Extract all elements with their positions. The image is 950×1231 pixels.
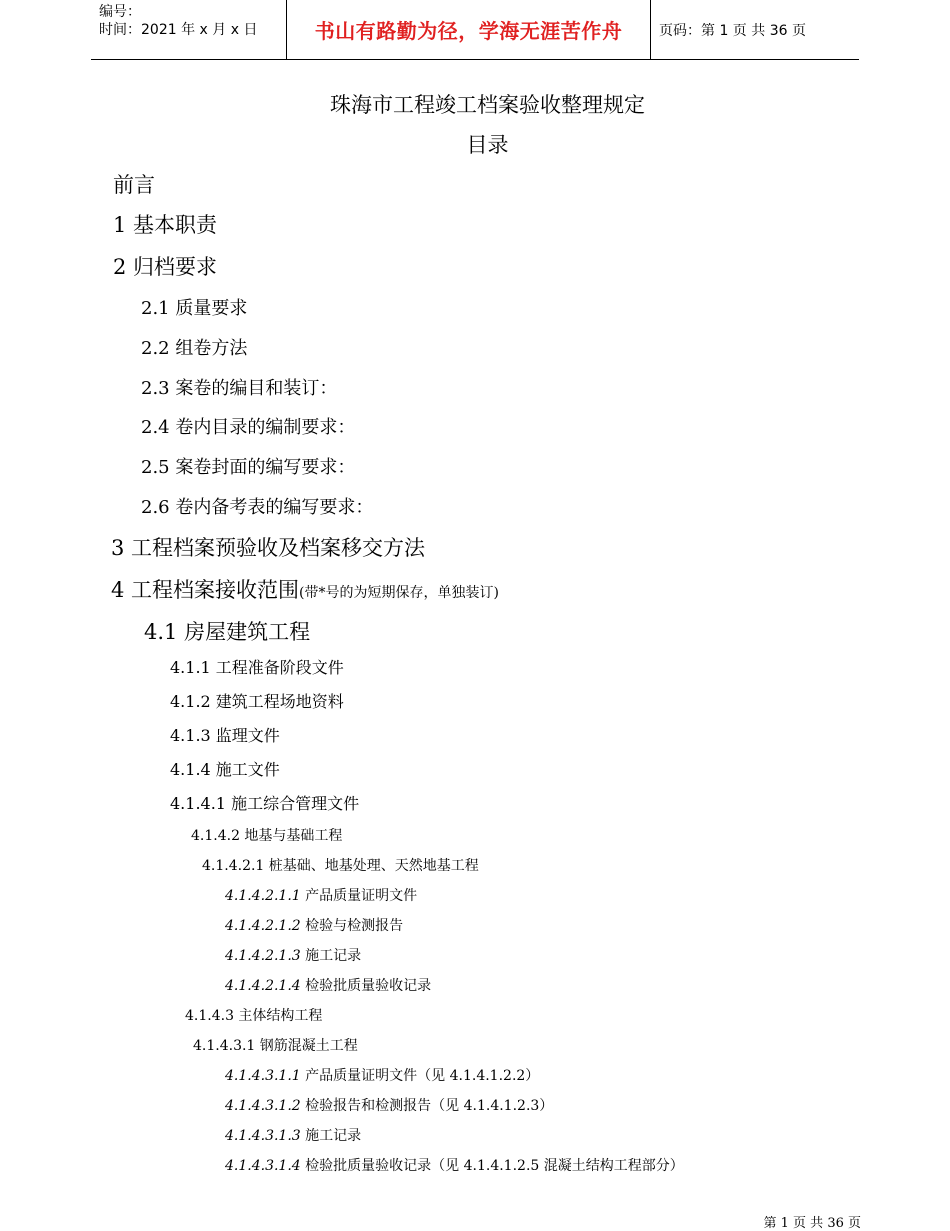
toc-text: 产品质量证明文件（见 4.1.4.1.2.2） [305,1068,540,1084]
toc-number: 4.1.4.2.1.2 [225,918,301,934]
toc-item-4-1-4[interactable]: 4.1.4 施工文件 [170,760,280,779]
toc-item-4-1-4-2-1[interactable] [202,855,479,875]
toc-item-2-2[interactable]: 2.2 组卷方法 [141,338,248,359]
toc-item-4-1-1[interactable]: 4.1.1 工程准备阶段文件 [170,658,344,677]
toc-item-2-5[interactable]: 2.5 案卷封面的编写要求： [141,457,356,478]
document-title: 珠海市工程竣工档案验收整理规定 [330,93,645,117]
toc-number: 4.1.4.2.1.4 [225,978,301,994]
toc-item-4-1-4-2-1-2[interactable] [225,915,403,935]
toc-number: 4.1.4.3.1.2 [225,1098,301,1114]
toc-item-4-1-4-3-1-3[interactable] [225,1125,361,1145]
toc-item-2[interactable]: 2 归档要求 [113,255,218,279]
toc-number: 4.1.4.2.1 [202,858,265,874]
toc-text: 桩基础、地基处理、天然地基工程 [268,858,479,874]
toc-item-4[interactable] [111,574,499,604]
toc-text: 检验与检测报告 [305,918,404,934]
toc-item-4-1-4-2[interactable]: 4.1.4.2 地基与基础工程 [191,828,343,844]
toc-item-2-3[interactable]: 2.3 案卷的编目和装订： [141,378,338,399]
toc-item-4-1-4-3-1[interactable] [193,1035,358,1055]
toc-text: 检验批质量验收记录 [305,978,432,994]
toc-item-4-1-4-3[interactable]: 4.1.4.3 主体结构工程 [185,1008,323,1024]
toc-item-4-1[interactable]: 4.1 房屋建筑工程 [144,620,311,644]
toc-item-3[interactable]: 3 工程档案预验收及档案移交方法 [111,536,426,560]
toc-item-4-1-4-2-1-3[interactable] [225,945,361,965]
header-motto: 书山有路勤为径，学海无涯苦作舟 [287,0,651,59]
toc-item-4-1-3[interactable]: 4.1.3 监理文件 [170,726,280,745]
toc-text: 施工记录 [305,948,362,964]
toc-number: 4.1.4.3.1.4 [225,1158,301,1174]
toc-text: 施工记录 [305,1128,362,1144]
toc-text: 产品质量证明文件 [305,888,418,904]
toc-item-4-note: (带*号的为短期保存，单独装订) [299,585,499,601]
toc-item-2-4[interactable]: 2.4 卷内目录的编制要求： [141,417,356,438]
toc-item-2-6[interactable]: 2.6 卷内备考表的编写要求： [141,497,374,518]
toc-item-1[interactable]: 1 基本职责 [113,213,218,237]
toc-text: 检验批质量验收记录（见 4.1.4.1.2.5 混凝土结构工程部分） [305,1158,684,1174]
toc-item-4-label: 4 工程档案接收范围 [111,578,300,602]
toc-text: 钢筋混凝土工程 [259,1038,358,1054]
toc-number: 4.1.4.3.1 [193,1038,256,1054]
toc-item-4-1-4-3-1-4[interactable] [225,1155,684,1175]
toc-number: 4.1.4.3.1.1 [225,1068,301,1084]
toc-title: 目录 [466,133,509,157]
toc-item-4-1-4-2-1-1[interactable] [225,885,417,905]
header-page-info: 页码：第 1 页 共 36 页 [659,22,806,39]
toc-item-4-1-4-3-1-2[interactable] [225,1095,553,1115]
time-label: 时间：2021 年 x 月 x 日 [99,22,258,38]
toc-text: 检验报告和检测报告（见 4.1.4.1.2.3） [305,1098,554,1114]
toc-item-4-1-2[interactable]: 4.1.2 建筑工程场地资料 [170,692,344,711]
page-footer: 第 1 页 共 36 页 [763,1216,861,1231]
toc-item-4-1-4-1[interactable]: 4.1.4.1 施工综合管理文件 [170,794,360,813]
toc-number: 4.1.4.2.1.1 [225,888,301,904]
toc-item-preface[interactable]: 前言 [113,173,155,197]
toc-item-4-1-4-2-1-4[interactable] [225,975,431,995]
toc-item-4-1-4-3-1-1[interactable] [225,1065,539,1085]
page-header [91,0,859,60]
header-meta [91,0,287,59]
toc-number: 4.1.4.3.1.3 [225,1128,301,1144]
toc-item-2-1[interactable]: 2.1 质量要求 [141,298,248,319]
number-label: 编号： [99,4,141,20]
toc-number: 4.1.4.2.1.3 [225,948,301,964]
